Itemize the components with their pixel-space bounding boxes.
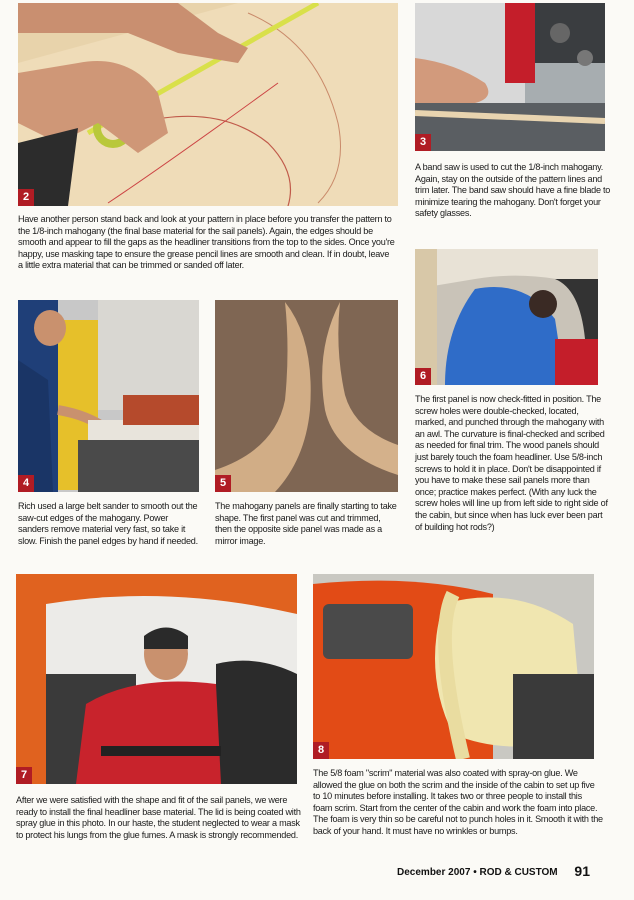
photo-number: 6 — [415, 368, 431, 385]
photo-8 — [313, 574, 594, 759]
photo-number: 8 — [313, 742, 329, 759]
footer-issue: December 2007 — [397, 867, 471, 878]
caption-3: A band saw is used to cut the 1/8-inch mahogany. Again, stay on the outside of the pattern lines and trim later. The band saw should have a fine blade to minimize tearing the mahogany. Don't forget your safety glasses. — [415, 162, 611, 219]
photo-8-illustration — [313, 574, 594, 759]
photo-7-illustration — [16, 574, 297, 784]
caption-7: After we were satisfied with the shape and fit of the sail panels, we were ready to install the final headliner base material. The lid is being coated with spray glue in this photo. In our haste, the student neglected to wear a mask to protect his lungs from the glue fumes. A mask is strongly recommended. — [16, 795, 301, 840]
photo-number: 7 — [16, 767, 32, 784]
photo-2 — [18, 3, 398, 206]
page-footer — [397, 863, 590, 879]
photo-number: 5 — [215, 475, 231, 492]
photo-6 — [415, 249, 598, 385]
caption-5: The mahogany panels are finally starting to take shape. The first panel was cut and trimmed, then the opposite side panel was made as a mirror image. — [215, 501, 397, 546]
caption-2: Have another person stand back and look at your pattern in place before you transfer the pattern to the 1/8-inch mahogany (the final base material for the sail panels). Again, the edges should be smooth and appear to fill the gaps as the headliner transitions from the top to the sides. Once you're happy, use masking tape to ensure the grease pencil lines are smooth and clean. If in doubt, leave a little extra material that can be trimmed or sanded off later. — [18, 214, 395, 271]
photo-5-illustration — [215, 300, 398, 492]
photo-2-illustration — [18, 3, 398, 206]
photo-7 — [16, 574, 297, 784]
footer-separator: • — [473, 867, 477, 878]
photo-6-illustration — [415, 249, 598, 385]
caption-8: The 5/8 foam "scrim" material was also coated with spray-on glue. We allowed the glue on both the scrim and the inside of the cabin to set up five to 10 minutes before installing. It takes two or three people to install this foam scrim. Start from the center of the cabin and work the foam into place. The foam is very thin so be careful not to punch holes in it. Smooth it with the back of your hand. It must have no wrinkles or bumps. — [313, 768, 603, 836]
caption-4: Rich used a large belt sander to smooth out the saw-cut edges of the mahogany. Power sanders remove material very fast, so take it slow. Finish the panel edges by hand if needed. — [18, 501, 198, 546]
photo-number: 3 — [415, 134, 431, 151]
photo-5 — [215, 300, 398, 492]
photo-4 — [18, 300, 199, 492]
photo-number: 2 — [18, 189, 34, 206]
caption-6: The first panel is now check-fitted in position. The screw holes were double-checked, located, marked, and punched through the mahogany with an awl. The curvature is final-checked and scribed as needed for final trim. The wood panels should just barely touch the foam headliner. Use 5/8-inch screws to hold it in place. Don't be disappointed if you have to make these sail panels more than once; practice makes perfect. (With any luck the screw holes will line up from left side to right side of the cabin, but since when has luck ever been part of building hot rods?) — [415, 394, 608, 532]
photo-4-illustration — [18, 300, 199, 492]
photo-number: 4 — [18, 475, 34, 492]
footer-magazine: ROD & CUSTOM — [479, 867, 558, 878]
photo-3 — [415, 3, 605, 151]
photo-3-illustration — [415, 3, 605, 151]
page-number: 91 — [574, 863, 590, 879]
